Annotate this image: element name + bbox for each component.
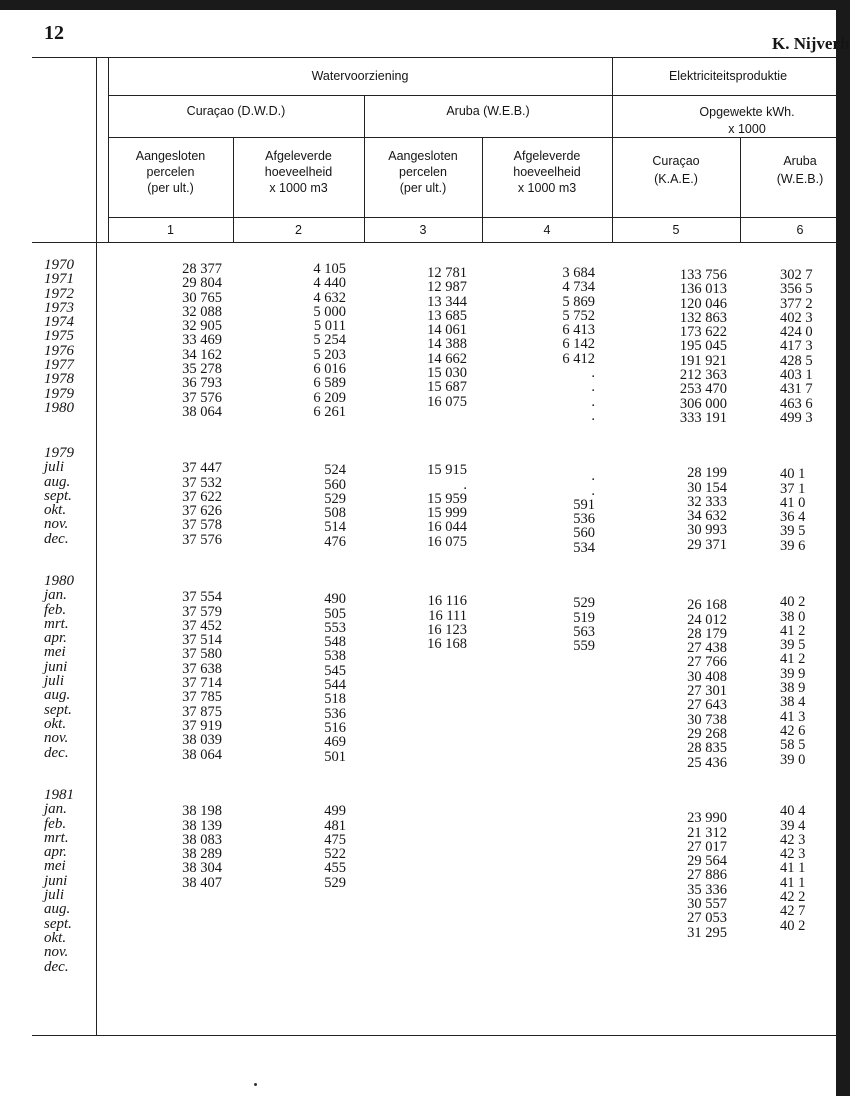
months-1980-col2-values: 490 505 553 548 538 545 544 518 536 516 469 501 (324, 591, 346, 765)
months-1980-col1-values: 37 554 37 579 37 452 37 514 37 580 37 638 37 714 37 785 37 875 37 919 38 039 38 064 (182, 589, 222, 763)
months-1980-labels: 1980 jan. feb. mrt. apr. mei juni juli aug. sept. okt. nov. dec. (44, 573, 74, 761)
annual-col3-values: 12 781 12 987 13 344 13 685 14 061 14 388 14 662 15 030 15 687 16 075 (427, 265, 467, 410)
annual-year-labels: 1970 1971 1972 1973 1974 1975 1976 1977 1978 1979 1980 (44, 257, 74, 416)
table-bottom-rule (32, 1035, 836, 1036)
months-1981-labels: 1981 jan. feb. mrt. apr. mei juni juli aug. sept. okt. nov. dec. (44, 787, 74, 975)
divider-water-elec (612, 57, 613, 242)
months-1981-col5-values: 23 990 21 312 27 017 29 564 27 886 35 336 30 557 27 053 31 295 (687, 810, 727, 941)
annual-col4-values: 3 684 4 734 5 869 5 752 6 413 6 142 6 412 . . . . (562, 265, 595, 424)
col2-number: 2 (295, 223, 302, 237)
months-1980-col3-values: 16 116 16 111 16 123 16 168 (427, 593, 467, 653)
col6-header: Aruba (W.E.B.) (776, 154, 824, 186)
col1-number: 1 (167, 223, 174, 237)
col5-header: Curaçao (K.A.E.) (652, 154, 700, 186)
col2-header: Afgeleverde hoeveelheid x 1000 m3 (264, 149, 333, 195)
annual-col6-values: 302 7 356 5 377 2 402 3 424 0 417 3 428 5 403 1 431 7 463 6 499 3 (780, 268, 813, 426)
page-number: 12 (44, 22, 64, 44)
months-1980-col5-values: 26 168 24 012 28 179 27 438 27 766 30 408 27 301 27 643 30 738 29 268 28 835 25 436 (687, 597, 727, 771)
scan-speck (254, 1083, 257, 1086)
months-1979-col5-values: 28 199 30 154 32 333 34 632 30 993 29 371 (687, 465, 727, 553)
running-head: K. Nijverh (772, 34, 850, 53)
annual-col5-values: 133 756 136 013 120 046 132 863 173 622 195 045 191 921 212 363 253 470 306 000 333 191 (679, 267, 727, 426)
col1-header: Aangesloten percelen (per ult.) (135, 149, 206, 195)
col6-number: 6 (796, 223, 804, 237)
rule-under-groups (108, 95, 836, 96)
rule-under-header (32, 242, 836, 243)
months-1981-col6-values: 40 4 39 4 42 3 42 3 41 1 41 1 42 2 42 7 40 2 (780, 803, 806, 933)
col5-number: 5 (672, 223, 680, 237)
months-1980-col6-values: 40 2 38 0 41 2 39 5 41 2 39 9 38 9 38 4 41 3 42 6 58 5 39 0 (780, 594, 806, 767)
annual-col2-values: 4 105 4 440 4 632 5 000 5 011 5 254 5 203 6 016 6 589 6 209 6 261 (313, 261, 346, 420)
rule-above-numbers (108, 217, 836, 218)
scan-edge-top (0, 0, 850, 10)
col4-header: Afgeleverde hoeveelheid x 1000 m3 (513, 149, 581, 195)
col3-number: 3 (419, 223, 427, 237)
months-1979-col3-values: 15 915 . 15 959 15 999 16 044 16 075 (427, 462, 467, 550)
table-top-rule (32, 57, 836, 58)
months-1979-col4-values: . . 591 536 560 534 (573, 468, 595, 556)
months-1981-col1-values: 38 198 38 139 38 083 38 289 38 304 38 407 (182, 803, 222, 891)
months-1980-col4-values: 529 519 563 559 (573, 595, 595, 655)
header-watervoorziening: Watervoorziening (311, 69, 409, 83)
months-1979-col1-values: 37 447 37 532 37 622 37 626 37 578 37 576 (182, 460, 222, 548)
months-1981-col2-values: 499 481 475 522 455 529 (324, 803, 346, 891)
annual-col1-values: 28 377 29 804 30 765 32 088 32 905 33 469 34 162 35 278 36 793 37 576 38 064 (182, 261, 222, 420)
months-1979-labels: 1979 juli aug. sept. okt. nov. dec. (44, 445, 74, 547)
months-1979-col2-values: 524 560 529 508 514 476 (324, 462, 346, 550)
header-elektriciteitsproduktie: Elektriciteitsproduktie (668, 69, 788, 83)
col3-header: Aangesloten percelen (per ult.) (388, 149, 458, 195)
col4-number: 4 (543, 223, 551, 237)
header-opgewekte-kwh: Opgewekte kWh. x 1000 (699, 105, 795, 136)
header-aruba-web: Aruba (W.E.B.) (446, 104, 530, 118)
months-1979-col6-values: 40 1 37 1 41 0 36 4 39 5 39 6 (780, 466, 806, 554)
header-curacao-dwd: Curaçao (D.W.D.) (186, 104, 286, 118)
